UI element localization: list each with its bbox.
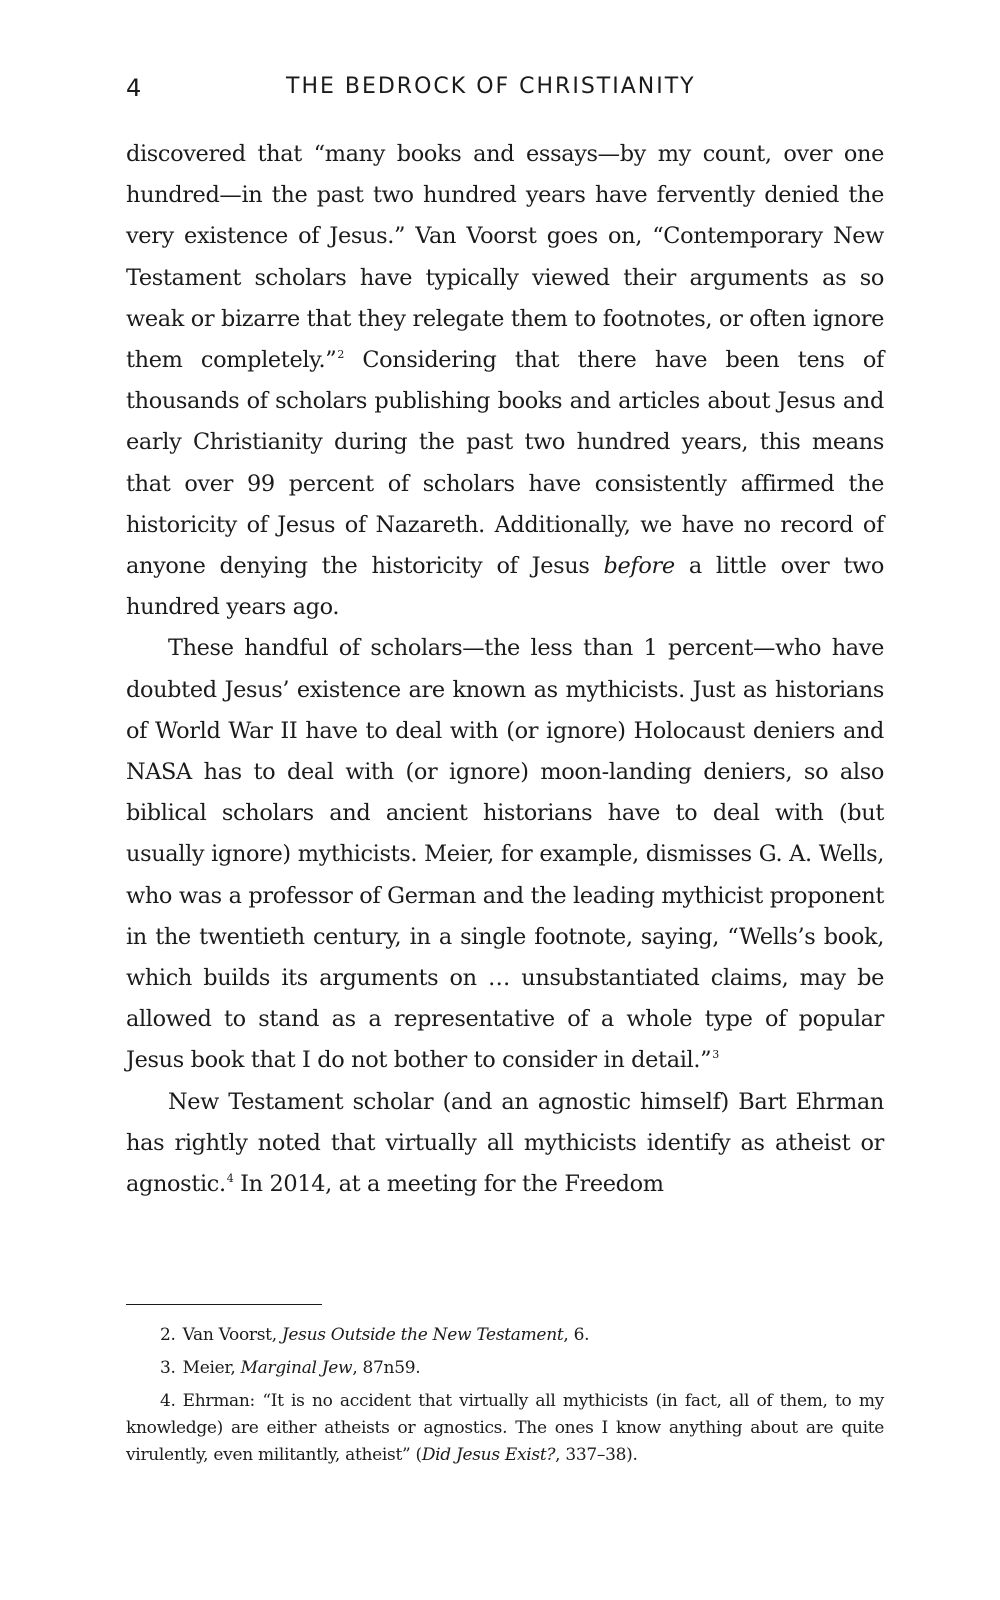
text-run: , 337–38). xyxy=(555,1445,638,1465)
italic-text: Jesus Outside the New Testament xyxy=(281,1325,564,1345)
italic-text: Did Jesus Exist? xyxy=(421,1445,556,1465)
footnote xyxy=(126,1388,884,1469)
body-paragraph xyxy=(126,134,884,628)
page-number: 4 xyxy=(126,74,143,102)
text-run: These handful of scholars—the less than 1 percent—who have doubted Jesus’ existence are known as mythicists. Just as historians of World War II have to deal with (or ignore) Holocaust deniers and NASA has to deal with (or ignore) moon-landing deniers, so also biblical scholars and ancient historians have to deal with (but usually ignore) mythicists. Meier, for example, dismisses G. A. Wells, who was a professor of German and the leading mythicist proponent in the twentieth century, in a single footnote, saying, “Wells’s book, which builds its arguments on … unsubstantiated claims, may be allowed to stand as a representative of a whole type of popular Jesus book that I do not bother to consider in detail.” xyxy=(126,635,884,1074)
footnote xyxy=(126,1322,884,1349)
running-title: THE BEDROCK OF CHRISTIANITY xyxy=(286,74,696,99)
text-run: , 6. xyxy=(563,1325,590,1345)
text-run: Ehrman: “It is no accident that virtually all mythicists (in fact, all of them, to my knowledge) are either atheists or agnostics. The ones I know anything about are quite virulently, even militantly, atheist” ( xyxy=(126,1391,884,1465)
text-run: Considering that there have been tens of thousands of scholars publishing books and articles about Jesus and early Christianity during the past two hundred years, this means that over 99 percent of scholars have consistently affirmed the historicity of Jesus of Nazareth. Additionally, we have no record of anyone denying the historicity of Jesus xyxy=(126,347,884,580)
body-text xyxy=(126,134,884,1205)
text-run: a little over two hundred years ago. xyxy=(126,553,884,621)
footnote-reference: 3 xyxy=(712,1048,719,1062)
text-run: Van Voorst, xyxy=(182,1325,282,1345)
footnotes xyxy=(126,1322,884,1475)
text-run: discovered that “many books and essays—by my count, over one hundred—in the past two hundred years have fervently denied the very existence of Jesus.” Van Voorst goes on, “Contemporary New Testament scholars have typically viewed their arguments as so weak or bizarre that they relegate them to footnotes, or often ignore them completely.” xyxy=(126,141,884,374)
italic-text: before xyxy=(603,553,675,580)
footnote-reference: 2 xyxy=(337,348,344,362)
footnote-reference: 4 xyxy=(226,1172,234,1186)
running-head xyxy=(126,74,886,114)
italic-text: Marginal Jew xyxy=(240,1358,353,1378)
text-run: New Testament scholar (and an agnostic himself) Bart Ehrman has rightly noted that virtually all mythicists identify as atheist or agnostic. xyxy=(126,1088,884,1198)
footnote-rule xyxy=(126,1304,322,1305)
footnote-number: 2. xyxy=(160,1325,176,1345)
body-paragraph xyxy=(126,628,884,1081)
body-paragraph xyxy=(126,1082,884,1206)
text-run: In 2014, at a meeting for the Freedom xyxy=(233,1171,664,1198)
text-run: , 87n59. xyxy=(352,1358,421,1378)
footnote-number: 4. xyxy=(160,1391,176,1411)
footnote-number: 3. xyxy=(160,1358,176,1378)
footnote xyxy=(126,1355,884,1382)
text-run: Meier, xyxy=(182,1358,241,1378)
